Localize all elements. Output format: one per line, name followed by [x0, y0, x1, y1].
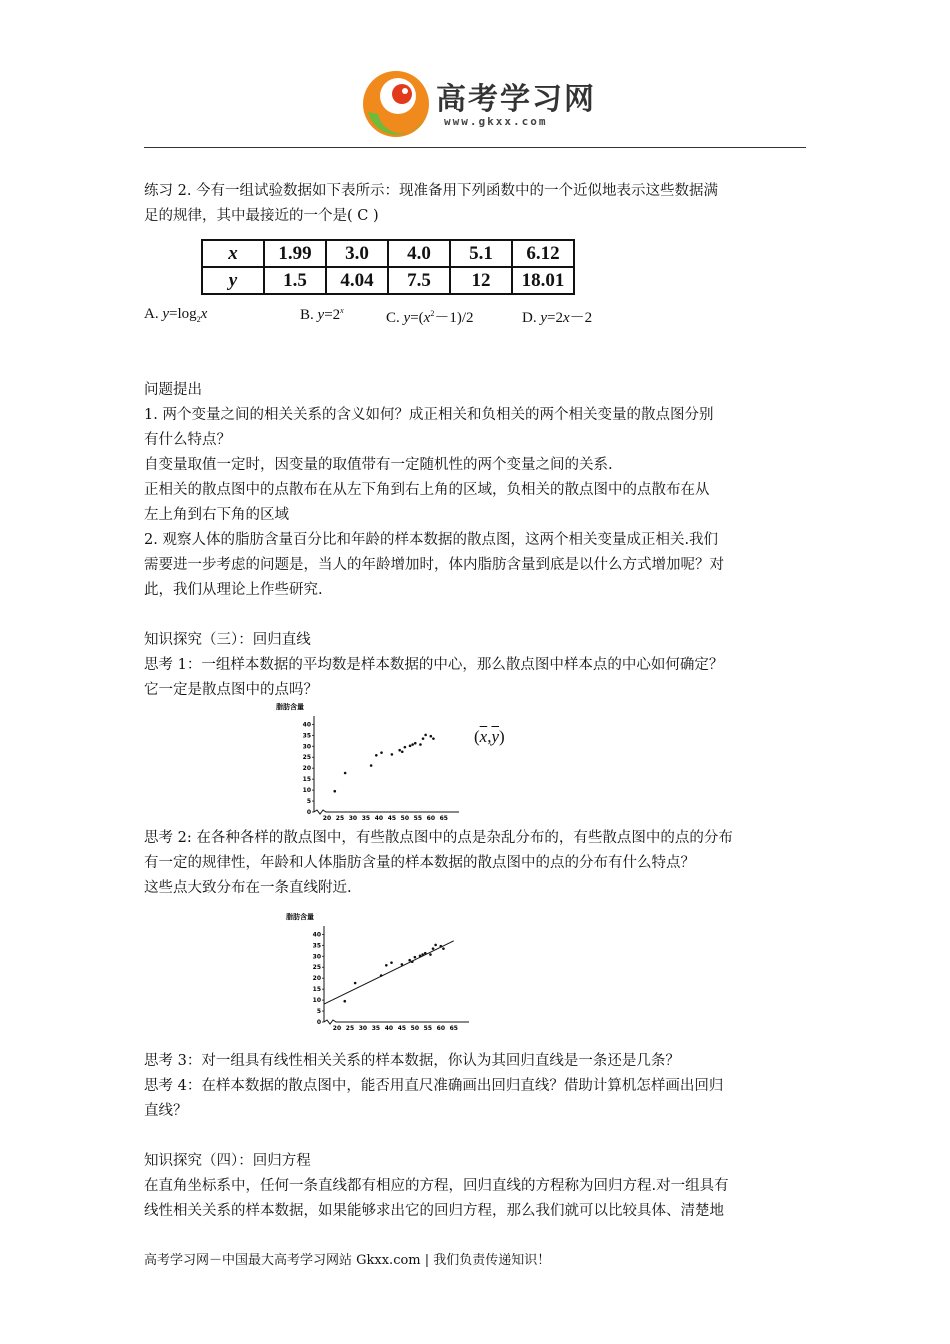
- think-1-line2: 它一定是散点图中的点吗？: [144, 682, 318, 698]
- table-row: [202, 240, 574, 267]
- data-point: [408, 959, 411, 962]
- x-tick-label: 40: [384, 1025, 394, 1032]
- x-tick-label: 60: [436, 1025, 446, 1032]
- think-4-line2: 直线？: [144, 1103, 188, 1119]
- data-point: [430, 735, 433, 738]
- data-point: [343, 1000, 346, 1003]
- think-2-answer: 这些点大致分布在一条直线附近.: [144, 880, 352, 896]
- table-cell: 6.12: [512, 240, 574, 267]
- data-point: [380, 751, 383, 754]
- x-tick-label: 45: [387, 815, 397, 822]
- scatter-chart-1: [270, 700, 460, 820]
- x-tick-label: 45: [397, 1025, 407, 1032]
- x-tick-label: 60: [426, 815, 436, 822]
- x-tick-label: 65: [439, 815, 448, 822]
- y-tick-label: 25: [312, 964, 321, 972]
- x-tick-label: 20: [332, 1025, 342, 1032]
- data-point: [421, 953, 424, 956]
- table-cell: 12: [450, 267, 512, 294]
- x-tick-label: 25: [345, 1025, 355, 1032]
- table-row: [202, 267, 574, 294]
- table-cell: 1.5: [264, 267, 326, 294]
- think-4-line1: 思考 4：在样本数据的散点图中，能否用直尺准确画出回归直线？借助计算机怎样画出回归: [144, 1078, 724, 1094]
- table-cell: 1.99: [264, 240, 326, 267]
- question-1-line2: 有什么特点？: [144, 432, 231, 448]
- x-tick-label: 35: [371, 1025, 381, 1032]
- option-c: C. $y=(x^2-1)/2$: [386, 309, 474, 326]
- x-tick-label: 20: [322, 815, 332, 822]
- option-b: B. $y=2^x$: [300, 306, 344, 323]
- data-point: [424, 734, 427, 737]
- data-point: [404, 746, 407, 749]
- y-tick-label: 0: [306, 809, 311, 816]
- question-2-line1: 2. 观察人体的脂肪含量百分比和年龄的样本数据的散点图，这两个相关变量成正相关.我们: [144, 532, 719, 548]
- section-heading: 问题提出: [144, 382, 202, 398]
- x-tick-label: 50: [410, 1025, 420, 1032]
- think-3: 思考 3：对一组具有线性相关关系的样本数据，你认为其回归直线是一条还是几条？: [144, 1053, 680, 1069]
- x-tick-label: 65: [449, 1025, 458, 1032]
- y-tick-label: 10: [302, 787, 311, 795]
- y-tick-label: 20: [312, 975, 321, 983]
- section-heading: 知识探究（四）：回归方程: [144, 1153, 311, 1169]
- x-tick-label: 55: [413, 815, 423, 822]
- option-a: A. $y=\log_2x$: [144, 306, 208, 324]
- site-logo[interactable]: [358, 62, 618, 152]
- data-point: [385, 964, 388, 967]
- question-1-line1: 1. 两个变量之间的相关关系的含义如何？成正相关和负相关的两个相关变量的散点图分别: [144, 407, 714, 423]
- y-tick-label: 5: [306, 798, 311, 806]
- page-footer: 高考学习网－中国最大高考学习网站 Gkxx.com | 我们负责传递知识！: [144, 1253, 551, 1268]
- data-point: [344, 772, 347, 775]
- y-tick-label: 15: [312, 986, 321, 994]
- x-tick-label: 40: [374, 815, 384, 822]
- exercise-prompt-line2: 足的规律，其中最接近的一个是( C ): [144, 208, 379, 224]
- y-tick-label: 35: [302, 732, 311, 740]
- y-tick-label: 35: [312, 942, 321, 950]
- table-cell: 7.5: [388, 267, 450, 294]
- data-point: [409, 745, 412, 748]
- y-tick-label: 20: [302, 765, 311, 773]
- data-point: [354, 982, 357, 985]
- logo-url[interactable]: www.gkxx.com: [444, 115, 548, 128]
- option-d: D. y=2x－2: [522, 310, 593, 326]
- question-2-line3: 此，我们从理论上作些研究.: [144, 582, 323, 598]
- data-point: [398, 749, 401, 752]
- regression-line: [324, 941, 454, 1004]
- data-point: [434, 944, 437, 947]
- y-tick-label: 0: [316, 1019, 321, 1026]
- data-point: [380, 974, 383, 977]
- question-2-line2: 需要进一步考虑的问题是，当人的年龄增加时，体内脂肪含量到底是以什么方式增加呢？对: [144, 557, 724, 573]
- section3-paragraph-line1: 在直角坐标系中，任何一条直线都有相应的方程，回归直线的方程称为回归方程.对一组具有: [144, 1178, 729, 1194]
- table-cell: 3.0: [326, 240, 388, 267]
- y-tick-label: 30: [302, 743, 311, 751]
- table-cell: 5.1: [450, 240, 512, 267]
- x-axis: [314, 810, 459, 814]
- answer-2-line2: 左上角到右下角的区域: [144, 507, 289, 523]
- table-cell: 4.04: [326, 267, 388, 294]
- y-tick-label: 15: [302, 776, 311, 784]
- data-point: [333, 790, 336, 793]
- data-point: [442, 947, 445, 950]
- header-divider: [144, 147, 806, 148]
- table-cell: x: [202, 240, 264, 267]
- data-point: [390, 961, 393, 964]
- y-tick-label: 40: [312, 931, 321, 939]
- data-point: [401, 963, 404, 966]
- x-tick-label: 35: [361, 815, 371, 822]
- y-tick-label: 5: [316, 1008, 321, 1016]
- data-table: [201, 239, 575, 295]
- chart-title: 脂肪含量: [286, 913, 314, 921]
- data-point: [419, 743, 422, 746]
- answer-1: 自变量取值一定时，因变量的取值带有一定随机性的两个变量之间的关系.: [144, 457, 613, 473]
- x-tick-label: 55: [423, 1025, 433, 1032]
- x-axis: [324, 1020, 469, 1024]
- data-point: [440, 945, 443, 948]
- sample-center-formula: $(\overline{x},\overline{y})$: [474, 727, 505, 746]
- data-point: [419, 955, 422, 958]
- data-point: [414, 742, 417, 745]
- x-tick-label: 25: [335, 815, 345, 822]
- chart-title: 脂肪含量: [276, 703, 304, 711]
- think-2-line1: 思考 2: 在各种各样的散点图中，有些散点图中的点是杂乱分布的，有些散点图中的点的分布: [144, 830, 733, 846]
- section3-paragraph-line2: 线性相关关系的样本数据，如果能够求出它的回归方程，那么我们就可以比较具体、清楚地: [144, 1203, 724, 1219]
- section-heading: 知识探究（三）：回归直线: [144, 632, 311, 648]
- data-point: [375, 754, 378, 757]
- data-point: [432, 737, 435, 740]
- table-cell: 4.0: [388, 240, 450, 267]
- think-2-line2: 有一定的规律性，年龄和人体脂肪含量的样本数据的散点图中的点的分布有什么特点？: [144, 855, 695, 871]
- think-1-line1: 思考 1：一组样本数据的平均数是样本数据的中心，那么散点图中样本点的中心如何确定？: [144, 657, 724, 673]
- x-tick-label: 50: [400, 815, 410, 822]
- y-tick-label: 40: [302, 721, 311, 729]
- x-tick-label: 30: [358, 1025, 368, 1032]
- logo-title: 高考学习网: [436, 82, 596, 117]
- y-tick-label: 10: [312, 997, 321, 1005]
- data-point: [432, 947, 435, 950]
- data-point: [370, 764, 373, 767]
- answer-2-line1: 正相关的散点图中的点散布在从左下角到右上角的区域，负相关的散点图中的点散布在从: [144, 482, 710, 498]
- data-point: [401, 750, 404, 753]
- data-point: [411, 743, 414, 746]
- data-point: [422, 737, 425, 740]
- y-tick-label: 25: [302, 754, 311, 762]
- x-tick-label: 30: [348, 815, 358, 822]
- logo-emblem-icon: [358, 62, 434, 148]
- data-point: [414, 956, 417, 959]
- table-cell: 18.01: [512, 267, 574, 294]
- data-point: [391, 753, 394, 756]
- exercise-prompt-line1: 练习 2. 今有一组试验数据如下表所示：现准备用下列函数中的一个近似地表示这些数据满: [144, 183, 719, 199]
- scatter-chart-2: [280, 910, 470, 1032]
- y-tick-label: 30: [312, 953, 321, 961]
- table-cell: y: [202, 267, 264, 294]
- data-point: [424, 952, 427, 955]
- data-point: [429, 953, 432, 956]
- data-point: [411, 960, 414, 963]
